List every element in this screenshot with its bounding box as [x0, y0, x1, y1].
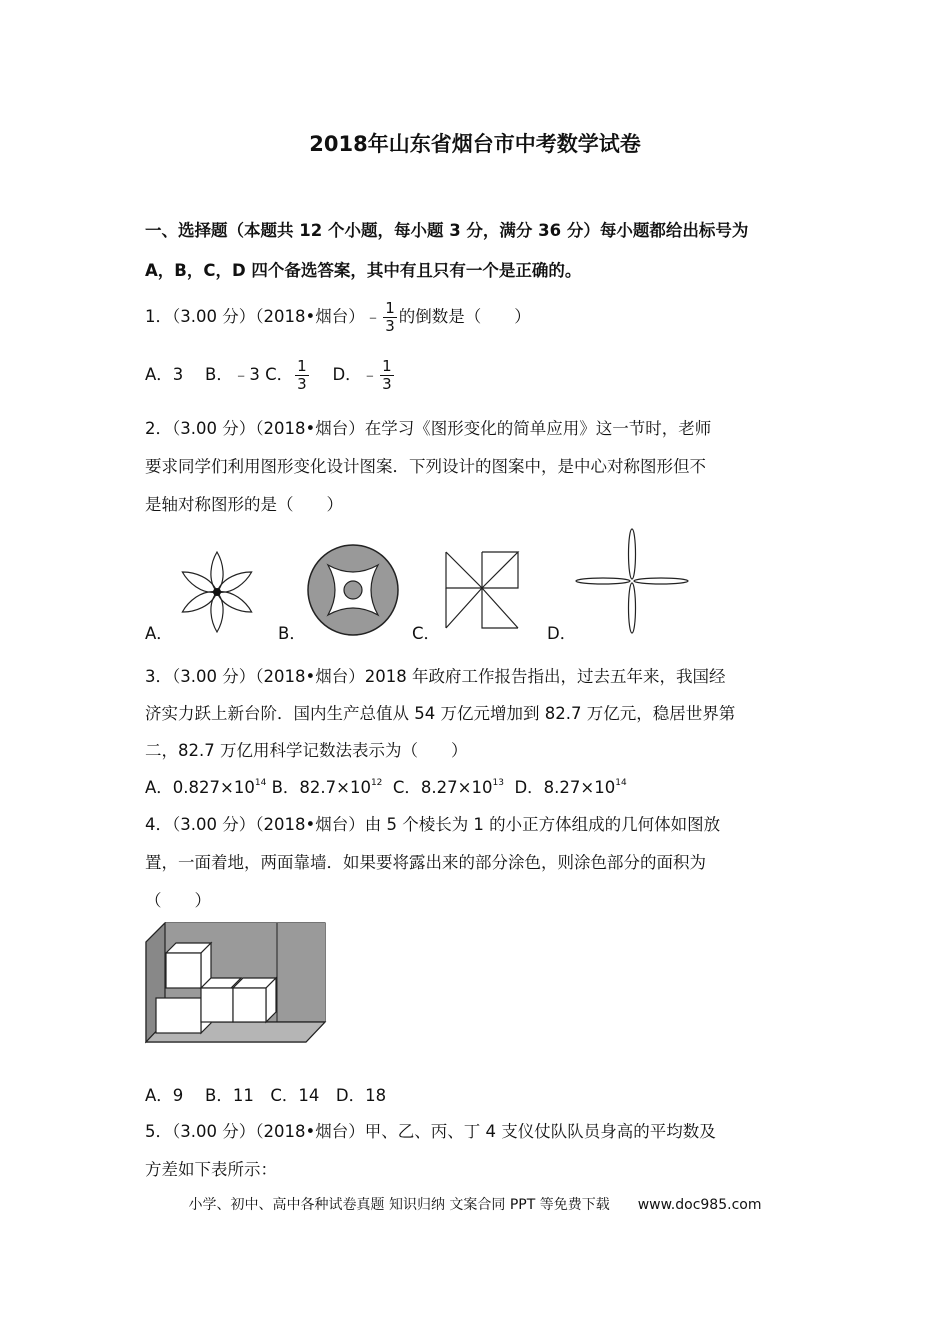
- figure-c-pinwheel: [442, 548, 522, 632]
- question-2-line2: 要求同学们利用图形变化设计图案．下列设计的图案中，是中心对称图形但不: [145, 457, 706, 476]
- page-footer: 小学、初中、高中各种试卷真题 知识归纳 文案合同 PPT 等免费下载 www.doc985.com: [188, 1197, 762, 1213]
- q3-options: [145, 774, 627, 798]
- q3-option-b: B．$82.7\times 10^{12}$: [271, 778, 383, 797]
- question-1: [145, 300, 531, 335]
- question-4-line3: （ ）: [145, 891, 211, 910]
- q1-suffix: 的倒数是（ ）: [398, 307, 531, 326]
- q1-option-d: D．﹣ $\frac{1}{3}$: [332, 357, 392, 393]
- q2-label-c: C．: [412, 624, 441, 643]
- question-3-line1: 3．（3.00 分）（2018•烟台）2018 年政府工作报告指出，过去五年来，我国经: [145, 667, 726, 686]
- q1-options: [145, 358, 396, 393]
- question-5-line1: 5．（3.00 分）（2018•烟台）甲、乙、丙、丁 4 支仪仗队队员身高的平均数及: [145, 1122, 716, 1141]
- q3-option-d: D．$8.27\times 10^{14}$: [514, 778, 627, 797]
- q1-prefix: 1．（3.00 分）（2018•烟台）﹣: [145, 307, 382, 326]
- q1-option-b: B．﹣3: [205, 365, 260, 384]
- figure-b-coin: [306, 543, 400, 637]
- figure-a-flower: [170, 550, 265, 635]
- q3-option-c: C．$8.27\times 10^{13}$: [392, 778, 504, 797]
- q3-option-a: A．$0.827\times 10^{14}$: [145, 778, 267, 797]
- question-4-line1: 4．（3.00 分）（2018•烟台）由 5 个棱长为 1 的小正方体组成的几何体如图放: [145, 815, 721, 834]
- section-heading-line1: 一、选择题（本题共 12 个小题，每小题 3 分，满分 36 分）每小题都给出标号为: [145, 221, 749, 240]
- question-2-line3: 是轴对称图形的是（ ）: [145, 495, 343, 514]
- q1-fraction: $\frac{1}{3}$: [385, 299, 395, 335]
- question-3-line2: 济实力跃上新台阶．国内生产总值从 54 万亿元增加到 82.7 万亿元，稳居世界第: [145, 704, 736, 723]
- figure-d-ellipses: [572, 525, 692, 637]
- question-2-line1: 2．（3.00 分）（2018•烟台）在学习《图形变化的简单应用》这一节时，老师: [145, 419, 712, 438]
- q2-label-b: B．: [278, 624, 306, 643]
- q4-options: A．9 B．11 C．14 D．18: [145, 1086, 387, 1105]
- page-title: 2018年山东省烟台市中考数学试卷: [309, 132, 641, 156]
- section-heading-line2: A，B，C，D 四个备选答案，其中有且只有一个是正确的。: [145, 261, 582, 280]
- q2-label-a: A．: [145, 624, 173, 643]
- question-4-line2: 置，一面着地，两面靠墙．如果要将露出来的部分涂色，则涂色部分的面积为: [145, 853, 706, 872]
- figure-q4-cubes: [145, 922, 327, 1044]
- q2-label-d: D．: [547, 624, 577, 643]
- q1-option-a: A．3: [145, 365, 184, 384]
- question-3-line3: 二，82.7 万亿用科学记数法表示为（ ）: [145, 741, 468, 760]
- q1-option-c: C． $\frac{1}{3}$: [265, 357, 307, 393]
- question-5-line2: 方差如下表所示：: [145, 1160, 277, 1179]
